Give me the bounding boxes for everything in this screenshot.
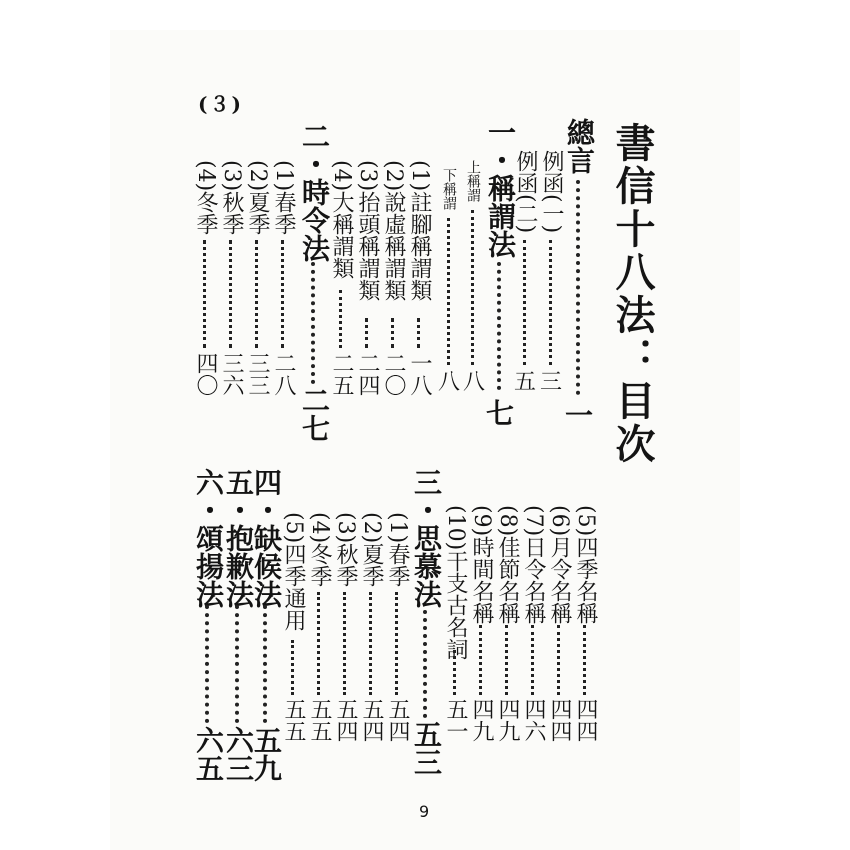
page-number: 一 (565, 399, 594, 432)
toc-entry-heading-address: (3)抬頭稱謂類 (355, 160, 380, 302)
leader-dots (317, 592, 320, 695)
leader-dots (447, 218, 450, 365)
page-number: 八 (438, 370, 461, 395)
toc-section-1: 一・稱謂法 (484, 118, 517, 258)
page-number: 四四 (573, 698, 598, 742)
toc-entry-summer: (2)夏季 (359, 512, 384, 588)
page-folio-number: 9 (419, 802, 430, 821)
toc-entry-example-2: 例函(二) (513, 150, 538, 234)
corner-page-mark: (３) (198, 92, 243, 116)
toc-entry-time-names: (9)時間名稱 (469, 505, 494, 625)
toc-entry-all-seasons: (5)四季通用 (281, 512, 306, 632)
leader-dots (479, 625, 482, 695)
page-number: 二五 (329, 352, 354, 396)
leader-dots (453, 650, 456, 695)
leader-dots (471, 210, 474, 365)
toc-entry-general: 總言 (563, 118, 596, 174)
page-number: 五四 (333, 698, 358, 742)
page-number: 八 (463, 370, 486, 395)
toc-entry-footnote-address: (1)註腳稱謂類 (407, 160, 432, 302)
page-number: 五 (514, 370, 537, 395)
toc-entry-summer: (2)夏季 (245, 160, 270, 236)
toc-entry-festival-names: (8)佳節名稱 (495, 505, 520, 625)
leader-dots (391, 318, 394, 348)
toc-entry-ganzhi-terms: (10)干支古名詞 (443, 505, 468, 661)
leader-dots (497, 262, 501, 390)
leader-dots (291, 640, 294, 695)
page-number: 四六 (521, 698, 546, 742)
toc-entry-lower-address: 下稱謂 (441, 168, 457, 210)
leader-dots (423, 610, 427, 718)
page-number: 七 (486, 397, 515, 430)
toc-entry-spring: (1)春季 (271, 160, 296, 236)
toc-entry-upper-address: 上稱謂 (465, 160, 481, 202)
page-number: 三六 (219, 352, 244, 396)
page-number: 四〇 (193, 352, 218, 396)
leader-dots (417, 318, 420, 348)
page-number: 二八 (271, 352, 296, 396)
leader-dots (235, 605, 239, 723)
leader-dots (205, 605, 209, 723)
toc-section-3: 三・思慕法 (410, 468, 443, 608)
leader-dots (505, 625, 508, 695)
page-number: 一八 (407, 352, 432, 396)
leader-dots (523, 240, 526, 365)
page-number: 二〇 (381, 352, 406, 396)
leader-dots (255, 240, 258, 348)
page-number: 三三 (245, 352, 270, 396)
toc-section-6: 六・頌揚法 (192, 468, 225, 608)
leader-dots (576, 180, 580, 395)
toc-entry-modest-address: (2)說虛稱謂類 (381, 160, 406, 302)
leader-dots (339, 290, 342, 348)
toc-entry-example-1: 例函(一) (539, 150, 564, 234)
toc-section-5: 五・抱歉法 (222, 468, 255, 608)
leader-dots (263, 605, 267, 723)
leader-dots (203, 240, 206, 348)
page-number: 四九 (469, 698, 494, 742)
toc-section-2: 二・時令法 (298, 122, 331, 262)
page-number: 五三 (410, 720, 443, 776)
leader-dots (395, 592, 398, 695)
leader-dots (557, 625, 560, 695)
page-number: 六三 (222, 726, 255, 782)
page-number: 六五 (192, 726, 225, 782)
page-number: 三 (540, 370, 563, 395)
toc-entry-autumn: (3)秋季 (333, 512, 358, 588)
leader-dots (583, 625, 586, 695)
page-number: 四九 (495, 698, 520, 742)
leader-dots (369, 592, 372, 695)
page-number: 五四 (359, 698, 384, 742)
toc-entry-spring: (1)春季 (385, 512, 410, 588)
toc-entry-grand-address: (4)大稱謂類 (329, 160, 354, 280)
leader-dots (229, 240, 232, 348)
page-number: 五五 (307, 698, 332, 742)
leader-dots (365, 318, 368, 348)
leader-dots (549, 240, 552, 365)
toc-entry-day-names: (7)日令名稱 (521, 505, 546, 625)
page-number: 二四 (355, 352, 380, 396)
leader-dots (311, 262, 315, 384)
leader-dots (281, 240, 284, 348)
toc-entry-winter: (4)冬季 (193, 160, 218, 236)
leader-dots (343, 592, 346, 695)
page-number: 五四 (385, 698, 410, 742)
page-number: 五一 (443, 698, 468, 742)
page-number: 五五 (281, 698, 306, 742)
toc-title: 書信十八法：目次 (609, 122, 656, 466)
toc-section-4: 四・缺候法 (250, 468, 283, 608)
toc-entry-season-names: (5)四季名稱 (573, 505, 598, 625)
toc-entry-winter: (4)冬季 (307, 512, 332, 588)
leader-dots (531, 625, 534, 695)
toc-entry-autumn: (3)秋季 (219, 160, 244, 236)
page-number: 五九 (250, 726, 283, 782)
toc-entry-month-names: (6)月令名稱 (547, 505, 572, 625)
page-number: 四四 (547, 698, 572, 742)
page-number: 二七 (298, 386, 331, 442)
